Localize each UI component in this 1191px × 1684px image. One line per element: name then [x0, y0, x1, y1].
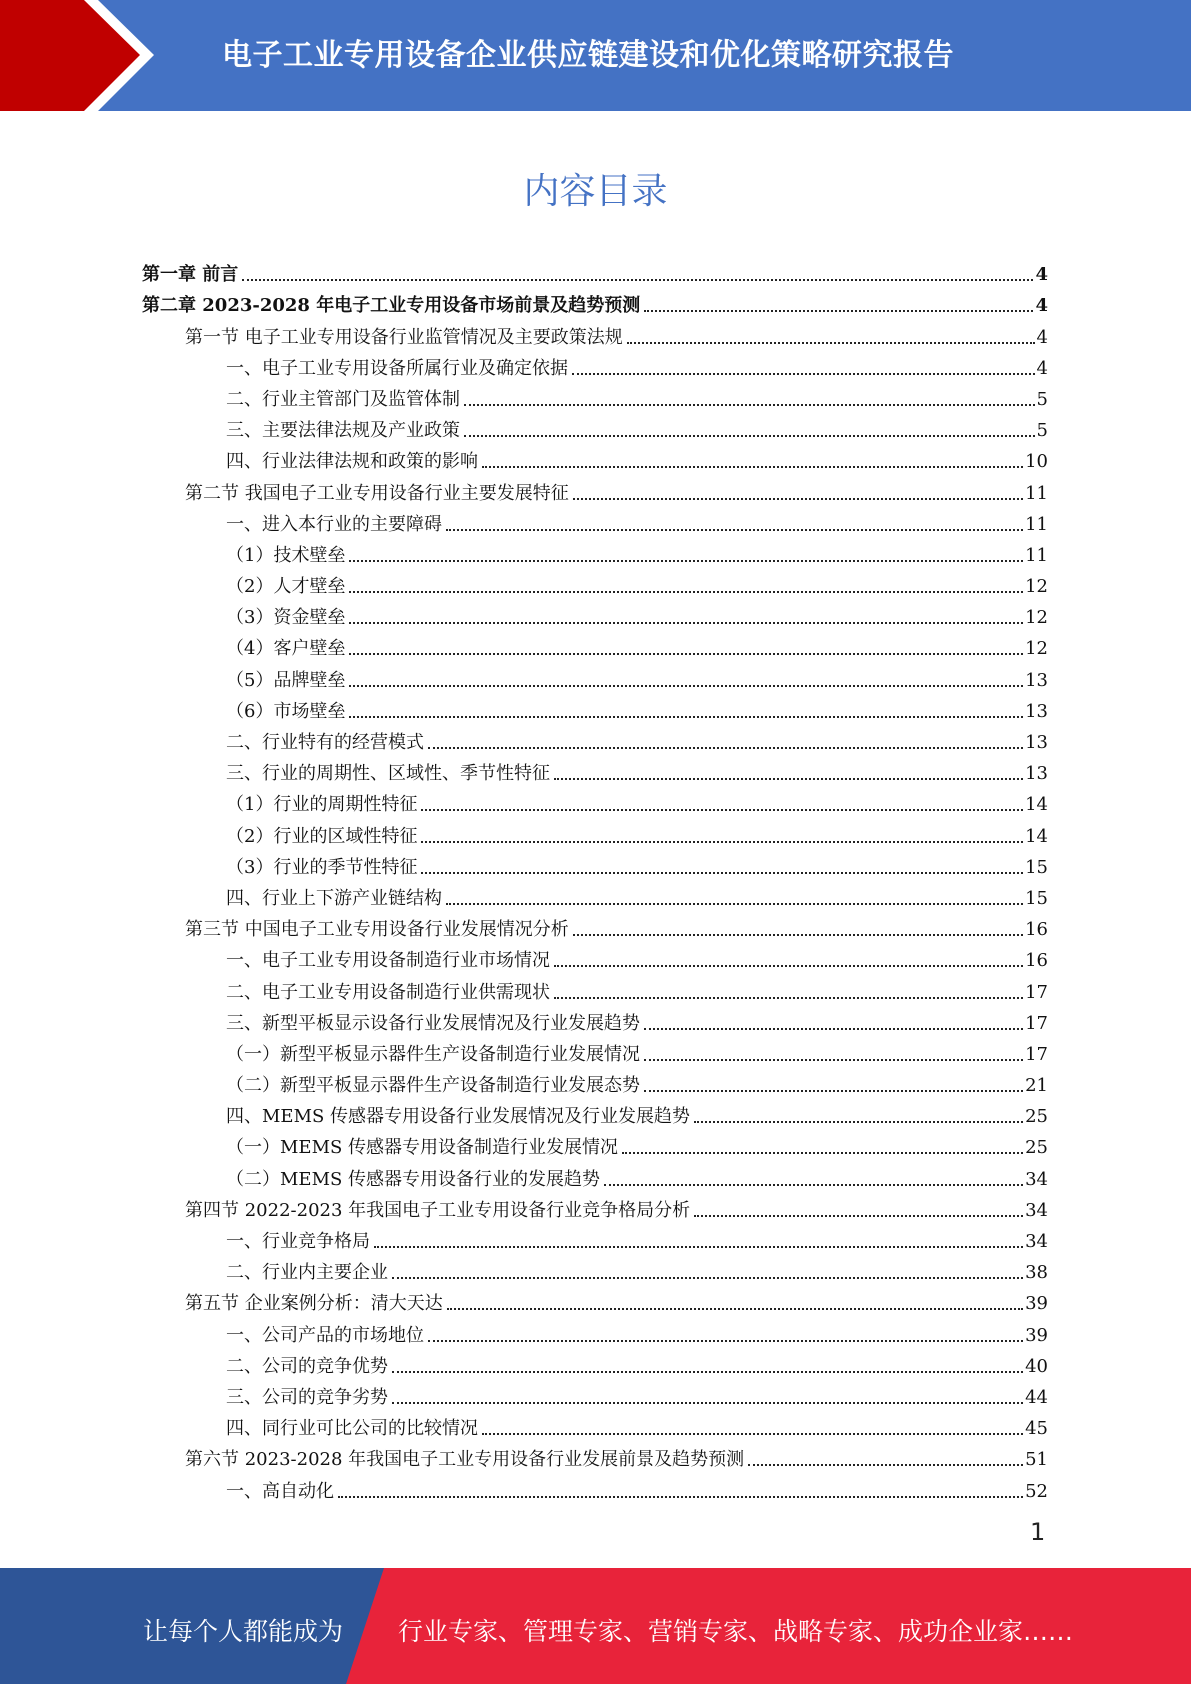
toc-entry[interactable] [142, 316, 1048, 347]
toc-entry-title: 三、新型平板显示设备行业发展情况及行业发展趋势 [226, 1012, 640, 1034]
toc-dot-leader [644, 309, 1033, 312]
toc-dot-leader [428, 746, 1023, 749]
toc-entry-page: 13 [1025, 700, 1048, 722]
toc-entry-title: 四、行业上下游产业链结构 [226, 887, 442, 909]
toc-entry-page: 16 [1025, 919, 1048, 941]
toc-entry-title: 第六节 2023-2028 年我国电子工业专用设备行业发展前景及趋势预测 [185, 1449, 745, 1471]
toc-entry-page: 34 [1025, 1168, 1048, 1190]
toc-entry[interactable] [142, 1377, 1048, 1408]
toc-entry-title: （二）MEMS 传感器专用设备行业的发展趋势 [226, 1168, 601, 1190]
toc-entry[interactable] [142, 659, 1048, 690]
toc-entry-title: 一、行业竞争格局 [226, 1231, 370, 1252]
toc-entry[interactable] [142, 472, 1048, 503]
toc-dot-leader [572, 372, 1035, 375]
toc-entry[interactable] [142, 940, 1048, 971]
toc-entry[interactable] [142, 722, 1048, 753]
toc-dot-leader [644, 1058, 1023, 1061]
toc-dot-leader [694, 1214, 1023, 1217]
toc-entry-title: （二）新型平板显示器件生产设备制造行业发展态势 [226, 1075, 640, 1097]
toc-dot-leader [242, 278, 1033, 281]
toc-entry-title: 二、行业内主要企业 [226, 1262, 388, 1284]
toc-entry-page: 13 [1025, 732, 1048, 753]
toc-dot-leader [482, 1432, 1023, 1435]
header-bar [0, 0, 1191, 111]
toc-entry[interactable] [142, 410, 1048, 441]
footer-banner [0, 1568, 1191, 1684]
toc-entry-title: 第五节 企业案例分析：清大天达 [185, 1293, 443, 1315]
toc-entry-page: 4 [1036, 357, 1048, 379]
toc-entry-title: 二、行业主管部门及监管体制 [226, 388, 460, 410]
toc-entry-page: 40 [1025, 1355, 1048, 1377]
toc-entry[interactable] [142, 348, 1048, 379]
toc-entry-title: 一、高自动化 [226, 1480, 334, 1502]
toc-entry-title: （5）品牌壁垒 [226, 669, 346, 691]
toc-entry[interactable] [142, 1252, 1048, 1283]
toc-entry-title: 三、行业的周期性、区域性、季节性特征 [226, 763, 550, 785]
toc-dot-leader [349, 559, 1023, 562]
toc-entry-page: 39 [1025, 1293, 1048, 1315]
toc-entry-page: 21 [1025, 1075, 1048, 1097]
page-number: 1 [1030, 1518, 1046, 1546]
toc-entry-page: 4 [1036, 326, 1048, 348]
toc-entry-page: 12 [1025, 607, 1048, 629]
toc-entry[interactable] [142, 1034, 1048, 1065]
toc-dot-leader [644, 1089, 1023, 1092]
toc-dot-leader [554, 964, 1023, 967]
toc-entry-title: 四、同行业可比公司的比较情况 [226, 1418, 478, 1440]
toc-dot-leader [349, 684, 1023, 687]
toc-entry-page: 14 [1025, 794, 1048, 816]
toc-entry-page: 45 [1025, 1418, 1048, 1440]
toc-entry[interactable] [142, 628, 1048, 659]
toc-entry-page: 5 [1036, 388, 1048, 410]
toc-entry[interactable] [142, 1190, 1048, 1221]
toc-entry[interactable] [142, 1346, 1048, 1377]
toc-entry[interactable] [142, 535, 1048, 566]
toc-entry-title: 一、公司产品的市场地位 [226, 1324, 424, 1346]
toc-entry-page: 10 [1025, 451, 1048, 473]
toc-entry[interactable] [142, 815, 1048, 846]
toc-dot-leader [644, 1027, 1023, 1030]
toc-entry-title: 三、公司的竞争劣势 [226, 1386, 388, 1408]
toc-dot-leader [573, 933, 1023, 936]
toc-entry[interactable] [142, 753, 1048, 784]
toc-dot-leader [349, 715, 1023, 718]
toc-dot-leader [392, 1370, 1023, 1373]
toc-dot-leader [554, 777, 1023, 780]
toc-entry-page: 12 [1025, 638, 1048, 660]
toc-entry-title: （一）MEMS 传感器专用设备制造行业发展情况 [226, 1137, 619, 1159]
toc-dot-leader [421, 871, 1023, 874]
toc-dot-leader [464, 403, 1035, 406]
header-arrow-decoration [0, 0, 160, 111]
toc-dot-leader [464, 434, 1035, 437]
toc-entry-title: 一、进入本行业的主要障碍 [226, 513, 442, 535]
toc-dot-leader [374, 1245, 1023, 1248]
toc-entry-page: 4 [1035, 295, 1048, 317]
toc-entry-page: 17 [1025, 1043, 1048, 1065]
toc-entry-title: 第四节 2022-2023 年我国电子工业专用设备行业竞争格局分析 [185, 1199, 691, 1221]
toc-entry-page: 11 [1025, 482, 1048, 504]
toc-entry[interactable] [142, 1127, 1048, 1158]
toc-entry[interactable] [142, 1408, 1048, 1439]
toc-entry-title: （3）资金壁垒 [226, 607, 346, 629]
toc-entry[interactable] [142, 1221, 1048, 1252]
toc-entry-page: 11 [1025, 544, 1048, 566]
toc-entry[interactable] [142, 441, 1048, 472]
toc-entry-page: 51 [1025, 1449, 1048, 1471]
toc-entry[interactable] [142, 379, 1048, 410]
toc-entry[interactable] [142, 878, 1048, 909]
toc-entry-page: 13 [1025, 669, 1048, 691]
toc-entry-page: 15 [1025, 856, 1048, 878]
toc-dot-leader [604, 1183, 1023, 1186]
toc-dot-leader [622, 1151, 1023, 1154]
toc-entry-page: 13 [1025, 763, 1048, 785]
toc-entry-page: 11 [1025, 513, 1048, 535]
toc-entry-page: 38 [1025, 1262, 1048, 1284]
table-of-contents [142, 254, 1048, 1502]
toc-entry[interactable] [142, 254, 1048, 285]
toc-entry-page: 25 [1025, 1137, 1048, 1159]
toc-entry-title: （2）行业的区域性特征 [226, 825, 418, 847]
toc-entry-title: 四、行业法律法规和政策的影响 [226, 451, 478, 473]
toc-entry-page: 12 [1025, 576, 1048, 598]
toc-entry[interactable] [142, 847, 1048, 878]
toc-dot-leader [392, 1401, 1023, 1404]
toc-entry-title: 二、行业特有的经营模式 [226, 732, 424, 753]
toc-entry-title: （6）市场壁垒 [226, 700, 346, 722]
toc-entry-page: 25 [1025, 1106, 1048, 1128]
toc-dot-leader [446, 902, 1023, 905]
toc-entry-page: 4 [1035, 264, 1048, 286]
toc-dot-leader [428, 1339, 1023, 1342]
toc-entry-title: （1）技术壁垒 [226, 544, 346, 566]
toc-dot-leader [392, 1276, 1023, 1279]
toc-entry-page: 5 [1036, 420, 1048, 442]
toc-entry[interactable] [142, 1314, 1048, 1345]
toc-entry-title: （2）人才壁垒 [226, 576, 346, 598]
toc-entry-title: （4）客户壁垒 [226, 638, 346, 660]
header-title: 电子工业专用设备企业供应链建设和优化策略研究报告 [222, 38, 954, 73]
toc-dot-leader [573, 497, 1023, 500]
toc-entry-page: 39 [1025, 1324, 1048, 1346]
toc-entry-title: （1）行业的周期性特征 [226, 794, 418, 816]
toc-entry-title: 第一章 前言 [142, 264, 239, 286]
toc-entry-title: （一）新型平板显示器件生产设备制造行业发展情况 [226, 1043, 640, 1065]
toc-entry-title: 第三节 中国电子工业专用设备行业发展情况分析 [185, 919, 569, 941]
toc-dot-leader [349, 590, 1023, 593]
toc-entry-page: 16 [1025, 950, 1048, 972]
toc-heading: 内容目录 [523, 171, 668, 212]
toc-entry-title: 一、电子工业专用设备制造行业市场情况 [226, 950, 550, 972]
toc-dot-leader [338, 1495, 1023, 1498]
toc-dot-leader [748, 1463, 1023, 1466]
toc-entry-title: 二、公司的竞争优势 [226, 1355, 388, 1377]
toc-entry-title: 四、MEMS 传感器专用设备行业发展情况及行业发展趋势 [226, 1106, 691, 1128]
toc-entry-title: 第二节 我国电子工业专用设备行业主要发展特征 [185, 482, 569, 504]
toc-entry[interactable] [142, 1065, 1048, 1096]
toc-entry[interactable] [142, 504, 1048, 535]
toc-entry-page: 17 [1025, 981, 1048, 1003]
toc-entry[interactable] [142, 285, 1048, 316]
footer-slogan-right: 行业专家、管理专家、营销专家、战略专家、成功企业家…… [398, 1617, 1074, 1646]
toc-entry[interactable] [142, 1003, 1048, 1034]
toc-dot-leader [482, 465, 1023, 468]
footer-slogan-left: 让每个人都能成为 [143, 1617, 344, 1646]
toc-dot-leader [447, 1307, 1023, 1310]
toc-dot-leader [349, 652, 1023, 655]
toc-dot-leader [421, 840, 1023, 843]
toc-entry[interactable] [142, 1439, 1048, 1470]
toc-entry-page: 44 [1025, 1386, 1048, 1408]
toc-entry[interactable] [142, 1283, 1048, 1314]
toc-entry[interactable] [142, 1470, 1048, 1501]
toc-entry-page: 15 [1025, 887, 1048, 909]
toc-entry[interactable] [142, 784, 1048, 815]
toc-entry[interactable] [142, 691, 1048, 722]
toc-entry-title: 第二章 2023-2028 年电子工业专用设备市场前景及趋势预测 [142, 295, 641, 317]
toc-dot-leader [349, 621, 1023, 624]
toc-entry-title: 三、主要法律法规及产业政策 [226, 420, 460, 442]
toc-entry[interactable] [142, 1158, 1048, 1189]
toc-entry-page: 14 [1025, 825, 1048, 847]
toc-entry-title: 第一节 电子工业专用设备行业监管情况及主要政策法规 [185, 326, 623, 348]
toc-entry[interactable] [142, 566, 1048, 597]
toc-entry[interactable] [142, 909, 1048, 940]
toc-entry[interactable] [142, 597, 1048, 628]
toc-dot-leader [554, 996, 1023, 999]
toc-entry[interactable] [142, 971, 1048, 1002]
toc-entry-title: 二、电子工业专用设备制造行业供需现状 [226, 981, 550, 1003]
toc-dot-leader [627, 341, 1035, 344]
toc-entry-page: 34 [1025, 1231, 1048, 1252]
toc-entry-page: 34 [1025, 1199, 1048, 1221]
toc-dot-leader [421, 808, 1023, 811]
toc-entry-title: （3）行业的季节性特征 [226, 856, 418, 878]
toc-entry-page: 17 [1025, 1012, 1048, 1034]
toc-dot-leader [446, 528, 1023, 531]
toc-entry-page: 52 [1025, 1480, 1048, 1502]
toc-dot-leader [694, 1120, 1023, 1123]
toc-entry[interactable] [142, 1096, 1048, 1127]
toc-entry-title: 一、电子工业专用设备所属行业及确定依据 [226, 357, 568, 379]
